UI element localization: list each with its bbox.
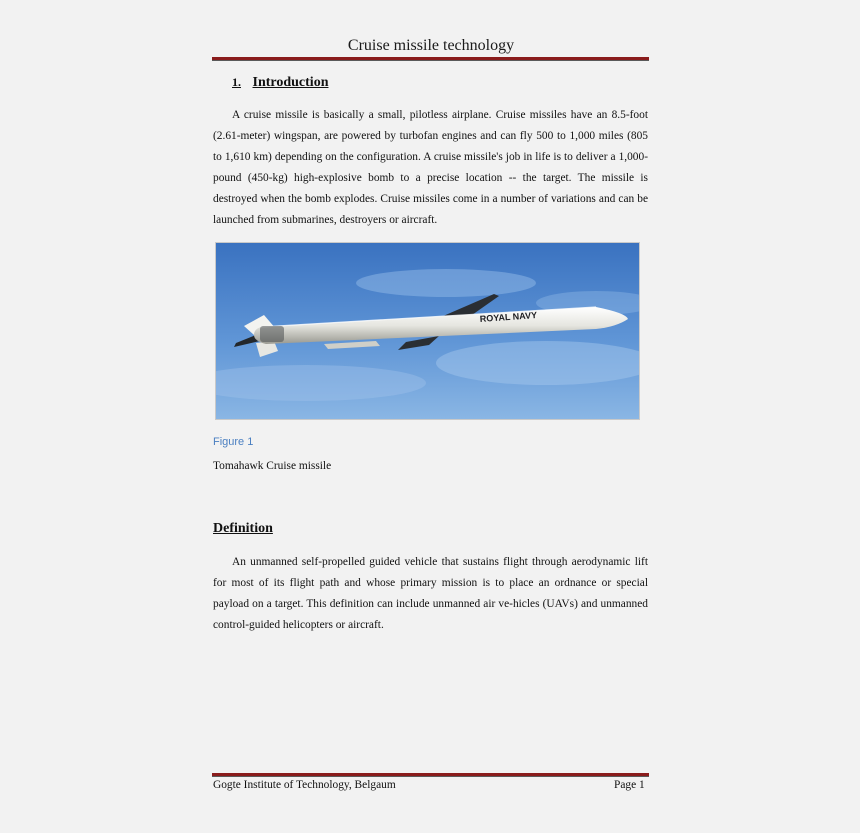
introduction-heading	[232, 75, 328, 91]
header-rule	[212, 57, 649, 61]
footer-institution: Gogte Institute of Technology, Belgaum	[213, 779, 396, 791]
definition-paragraph: An unmanned self-propelled guided vehicle that sustains flight through aerodynamic lift for most of its flight path and whose primary mission is to place an ordnance or special payload on a target. This definition can include unmanned air ve-hicles (UAVs) and unmanned control-guided helicopters or aircraft.	[213, 556, 648, 631]
introduction-paragraph: A cruise missile is basically a small, pilotless airplane. Cruise missiles have an 8.5-foot (2.61-meter) wingspan, are powered by turbofan engines and can fly 500 to 1,000 miles (805 to 1,610 km) depending on the configuration. A cruise missile's job in life is to deliver a 1,000-pound (450-kg) high-explosive bomb to a precise location -- the target. The missile is destroyed when the bomb explodes. Cruise missiles come in a number of variations and can be launched from submarines, destroyers or aircraft.	[213, 109, 648, 226]
footer-rule	[212, 773, 649, 777]
missile-photo	[215, 242, 640, 420]
definition-heading: Definition	[213, 521, 273, 536]
figure-label: Figure 1	[213, 436, 254, 448]
figure-caption: Tomahawk Cruise missile	[213, 460, 332, 472]
section-number: 1.	[232, 75, 241, 89]
missile-illustration	[216, 243, 639, 419]
section-title: Introduction	[252, 75, 329, 90]
page-header-title: Cruise missile technology	[347, 37, 515, 54]
missile-marking: ROYAL NAVY	[479, 310, 538, 324]
page-number: Page 1	[614, 779, 645, 791]
